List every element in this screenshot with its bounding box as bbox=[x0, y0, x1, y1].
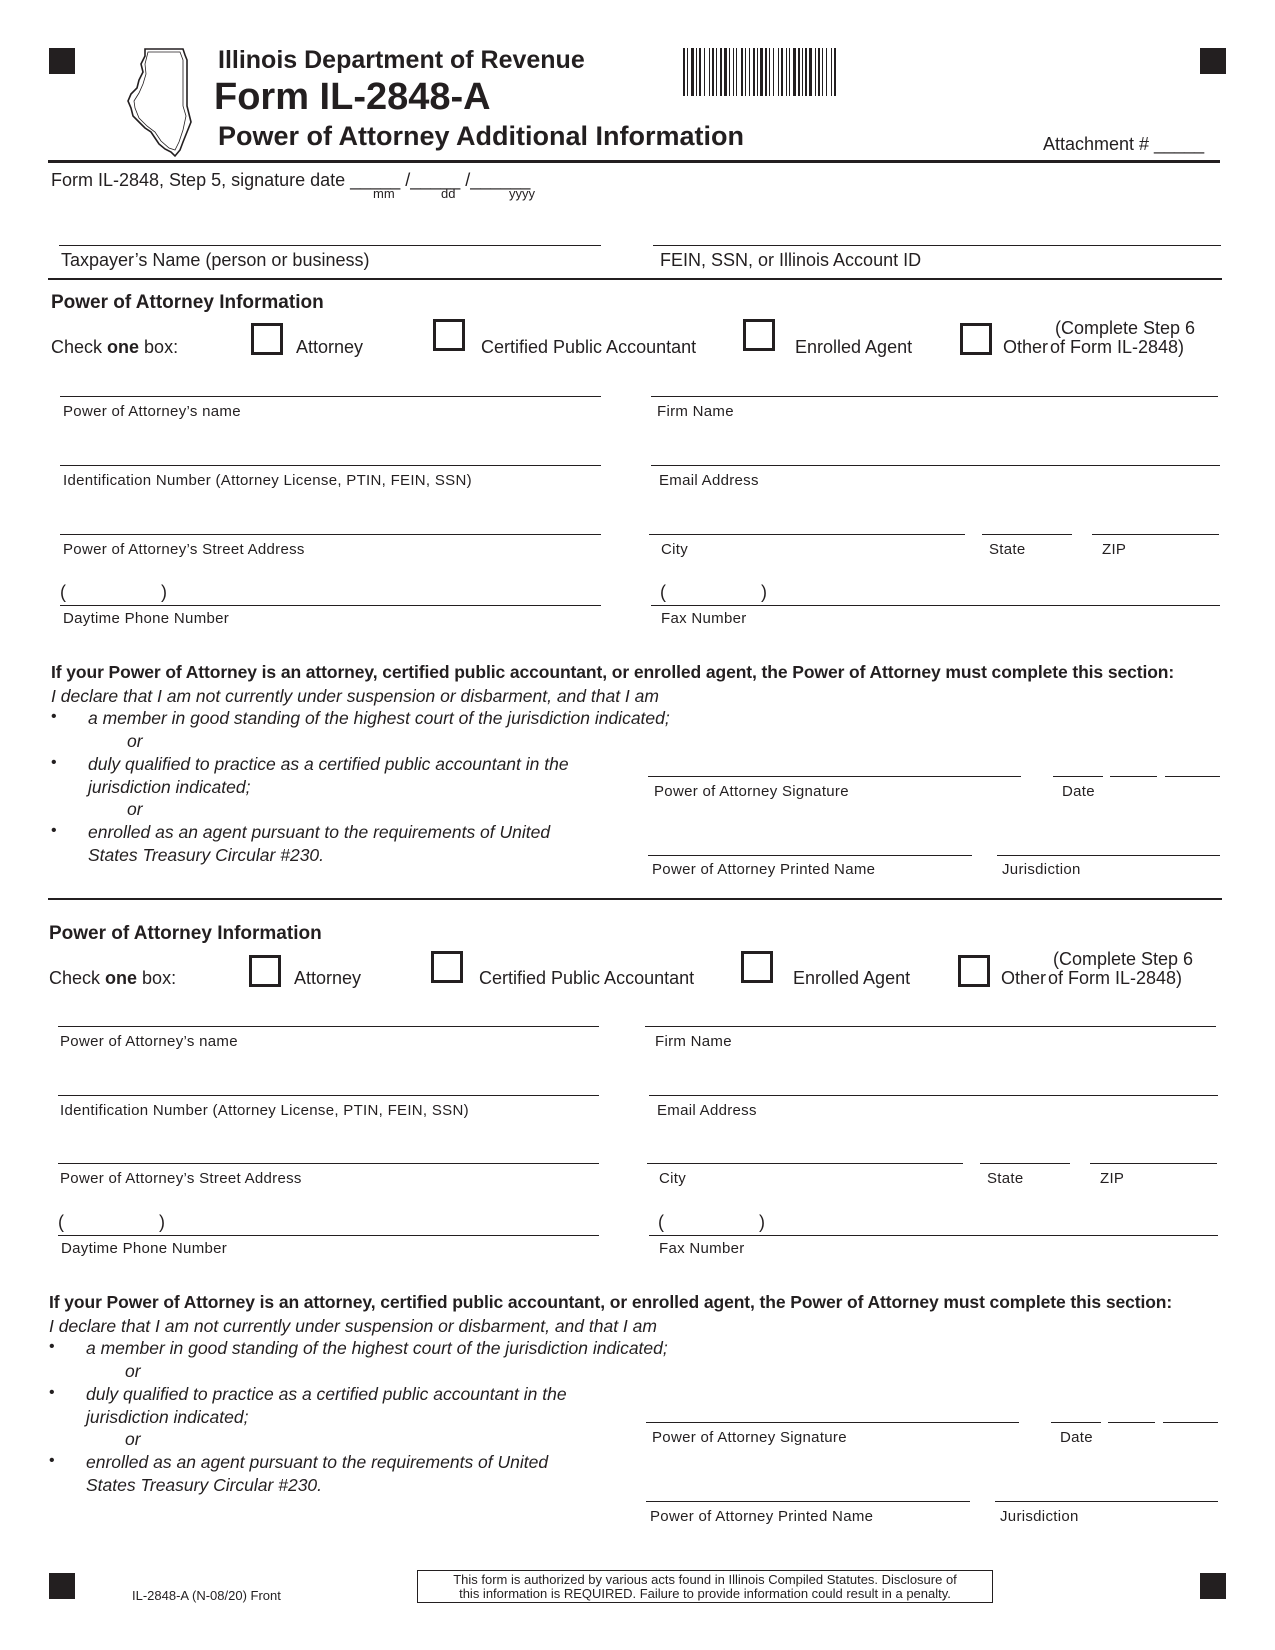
zip-line[interactable] bbox=[1092, 534, 1219, 535]
street-label: Power of Attorney’s Street Address bbox=[63, 541, 305, 558]
attorney-option-label: Attorney bbox=[296, 337, 364, 357]
fax-label: Fax Number bbox=[661, 610, 747, 627]
state-line[interactable] bbox=[980, 1163, 1070, 1164]
zip-line[interactable] bbox=[1090, 1163, 1217, 1164]
attorney-option-label: Attorney bbox=[294, 968, 362, 988]
section-heading: Power of Attorney Information bbox=[49, 923, 322, 944]
bullet-marker: • bbox=[51, 822, 57, 839]
fax-parens: ( ) bbox=[660, 582, 768, 602]
poa-name-label: Power of Attorney’s name bbox=[63, 403, 241, 420]
declaration-bullet-2-line2: jurisdiction indicated; bbox=[86, 1407, 249, 1427]
or-connector: or bbox=[127, 731, 143, 751]
date-yyyy-line[interactable] bbox=[1165, 776, 1220, 777]
enrolled-agent-option-label: Enrolled Agent bbox=[793, 968, 911, 988]
cpa-checkbox[interactable] bbox=[433, 319, 465, 351]
fax-line[interactable] bbox=[649, 1235, 1218, 1236]
registration-mark-icon bbox=[1200, 48, 1226, 74]
id-number-label: Identification Number (Attorney License, PTIN, FEIN, SSN) bbox=[63, 472, 472, 489]
authorization-notice bbox=[417, 1570, 993, 1603]
bullet-marker: • bbox=[49, 1338, 55, 1355]
notice-line-1: This form is authorized by various acts found in Illinois Compiled Statutes. Disclosure of bbox=[453, 1572, 957, 1587]
firm-name-line[interactable] bbox=[651, 396, 1218, 397]
poa-name-line[interactable] bbox=[60, 396, 601, 397]
phone-parens: ( ) bbox=[58, 1212, 166, 1232]
fax-line[interactable] bbox=[651, 605, 1220, 606]
section-divider bbox=[48, 278, 1222, 280]
printed-name-label: Power of Attorney Printed Name bbox=[650, 1508, 874, 1525]
jurisdiction-line[interactable] bbox=[997, 855, 1220, 856]
jurisdiction-label: Jurisdiction bbox=[1000, 1508, 1079, 1525]
declaration-heading: If your Power of Attorney is an attorney, certified public accountant, or enrolled agent, the Power of Attorney must complete this section: bbox=[51, 662, 1175, 682]
department-name: Illinois Department of Revenue bbox=[218, 46, 585, 74]
other-option-label: Other bbox=[1003, 337, 1049, 357]
jurisdiction-label: Jurisdiction bbox=[1002, 861, 1081, 878]
street-label: Power of Attorney’s Street Address bbox=[60, 1170, 302, 1187]
signature-label: Power of Attorney Signature bbox=[652, 1429, 847, 1446]
city-label: City bbox=[659, 1170, 687, 1187]
enrolled-agent-checkbox[interactable] bbox=[741, 951, 773, 983]
id-number-label: Identification Number (Attorney License, PTIN, FEIN, SSN) bbox=[60, 1102, 469, 1119]
or-connector: or bbox=[127, 799, 143, 819]
date-dd-label: dd bbox=[441, 186, 456, 201]
or-connector: or bbox=[125, 1361, 141, 1381]
zip-label: ZIP bbox=[1102, 541, 1127, 558]
declaration-bullet-3-line1: enrolled as an agent pursuant to the requirements of United bbox=[88, 822, 551, 842]
or-connector: or bbox=[125, 1429, 141, 1449]
printed-name-label: Power of Attorney Printed Name bbox=[652, 861, 876, 878]
phone-parens: ( ) bbox=[60, 582, 168, 602]
email-label: Email Address bbox=[657, 1102, 757, 1119]
cpa-option-label: Certified Public Accountant bbox=[481, 337, 697, 357]
printed-name-line[interactable] bbox=[646, 1501, 970, 1502]
other-checkbox[interactable] bbox=[960, 323, 992, 355]
state-label: State bbox=[987, 1170, 1024, 1187]
street-line[interactable] bbox=[60, 534, 601, 535]
section-divider bbox=[48, 898, 1222, 900]
bullet-marker: • bbox=[49, 1384, 55, 1401]
check-one-label: Check one box: bbox=[49, 968, 177, 988]
form-id-footer: IL-2848-A (N-08/20) Front bbox=[132, 1588, 281, 1603]
attachment-number: Attachment # _____ bbox=[1043, 134, 1205, 154]
id-number-line[interactable] bbox=[58, 1095, 599, 1096]
date-mm-line[interactable] bbox=[1053, 776, 1103, 777]
other-option-label: Other bbox=[1001, 968, 1047, 988]
section-heading: Power of Attorney Information bbox=[51, 292, 324, 313]
cpa-option-label: Certified Public Accountant bbox=[479, 968, 695, 988]
other-note-line2: of Form IL-2848) bbox=[1048, 968, 1183, 988]
date-mm-label: mm bbox=[373, 186, 395, 201]
fax-parens: ( ) bbox=[658, 1212, 766, 1232]
declaration-bullet-3-line2: States Treasury Circular #230. bbox=[86, 1475, 323, 1495]
bullet-marker: • bbox=[51, 754, 57, 771]
attorney-checkbox[interactable] bbox=[249, 955, 281, 987]
form-title: Power of Attorney Additional Information bbox=[218, 121, 744, 151]
poa-name-line[interactable] bbox=[58, 1026, 599, 1027]
declaration-heading: If your Power of Attorney is an attorney, certified public accountant, or enrolled agent, the Power of Attorney must complete this section: bbox=[49, 1292, 1173, 1312]
attorney-checkbox[interactable] bbox=[251, 323, 283, 355]
date-dd-line[interactable] bbox=[1108, 1422, 1155, 1423]
notice-line-2: this information is REQUIRED. Failure to provide information could result in a penalty. bbox=[459, 1586, 951, 1601]
declaration-intro: I declare that I am not currently under suspension or disbarment, and that I am bbox=[49, 1316, 657, 1336]
registration-mark-icon bbox=[49, 1573, 75, 1599]
cpa-checkbox[interactable] bbox=[431, 951, 463, 983]
other-checkbox[interactable] bbox=[958, 955, 990, 987]
declaration-bullet-2-line1: duly qualified to practice as a certified public accountant in the bbox=[88, 754, 569, 774]
taxpayer-id-line[interactable] bbox=[653, 245, 1221, 246]
barcode-icon bbox=[683, 48, 947, 96]
street-line[interactable] bbox=[58, 1163, 599, 1164]
date-mm-line[interactable] bbox=[1051, 1422, 1101, 1423]
header-divider bbox=[48, 160, 1220, 163]
enrolled-agent-checkbox[interactable] bbox=[743, 319, 775, 351]
city-line[interactable] bbox=[649, 534, 965, 535]
firm-name-line[interactable] bbox=[645, 1026, 1216, 1027]
email-line[interactable] bbox=[651, 465, 1220, 466]
printed-name-line[interactable] bbox=[648, 855, 972, 856]
signature-date-label: Form IL-2848, Step 5, signature date _____ /_____ /______ bbox=[51, 170, 531, 190]
other-note-line1: (Complete Step 6 bbox=[1053, 949, 1194, 969]
phone-label: Daytime Phone Number bbox=[61, 1240, 228, 1257]
check-one-label: Check one box: bbox=[51, 337, 179, 357]
email-label: Email Address bbox=[659, 472, 759, 489]
enrolled-agent-option-label: Enrolled Agent bbox=[795, 337, 913, 357]
declaration-bullet-1: a member in good standing of the highest court of the jurisdiction indicated; bbox=[88, 708, 670, 728]
declaration-bullet-3-line2: States Treasury Circular #230. bbox=[88, 845, 325, 865]
other-note-line1: (Complete Step 6 bbox=[1055, 318, 1196, 338]
registration-mark-icon bbox=[1200, 1573, 1226, 1599]
phone-label: Daytime Phone Number bbox=[63, 610, 230, 627]
phone-line[interactable] bbox=[60, 605, 601, 606]
zip-label: ZIP bbox=[1100, 1170, 1125, 1187]
state-label: State bbox=[989, 541, 1026, 558]
bullet-marker: • bbox=[51, 708, 57, 725]
date-yyyy-label: yyyy bbox=[509, 186, 535, 201]
city-line[interactable] bbox=[647, 1163, 963, 1164]
firm-name-label: Firm Name bbox=[657, 403, 734, 420]
date-label: Date bbox=[1062, 783, 1095, 800]
id-number-line[interactable] bbox=[60, 465, 601, 466]
date-yyyy-line[interactable] bbox=[1163, 1422, 1218, 1423]
signature-label: Power of Attorney Signature bbox=[654, 783, 849, 800]
taxpayer-name-line[interactable] bbox=[59, 245, 601, 246]
email-line[interactable] bbox=[649, 1095, 1218, 1096]
phone-line[interactable] bbox=[58, 1235, 599, 1236]
form-number: Form IL-2848-A bbox=[214, 76, 491, 118]
jurisdiction-line[interactable] bbox=[995, 1501, 1218, 1502]
city-label: City bbox=[661, 541, 689, 558]
other-note-line2: of Form IL-2848) bbox=[1050, 337, 1185, 357]
poa-signature-line[interactable] bbox=[648, 776, 1021, 777]
declaration-bullet-1: a member in good standing of the highest court of the jurisdiction indicated; bbox=[86, 1338, 668, 1358]
state-line[interactable] bbox=[982, 534, 1072, 535]
illinois-outline-icon bbox=[125, 46, 197, 158]
registration-mark-icon bbox=[49, 48, 75, 74]
bullet-marker: • bbox=[49, 1452, 55, 1469]
date-dd-line[interactable] bbox=[1110, 776, 1157, 777]
poa-signature-line[interactable] bbox=[646, 1422, 1019, 1423]
declaration-bullet-2-line2: jurisdiction indicated; bbox=[88, 777, 251, 797]
fax-label: Fax Number bbox=[659, 1240, 745, 1257]
taxpayer-name-label: Taxpayer’s Name (person or business) bbox=[61, 250, 370, 270]
declaration-intro: I declare that I am not currently under suspension or disbarment, and that I am bbox=[51, 686, 659, 706]
date-label: Date bbox=[1060, 1429, 1093, 1446]
declaration-bullet-2-line1: duly qualified to practice as a certified public accountant in the bbox=[86, 1384, 567, 1404]
firm-name-label: Firm Name bbox=[655, 1033, 732, 1050]
poa-name-label: Power of Attorney’s name bbox=[60, 1033, 238, 1050]
declaration-bullet-3-line1: enrolled as an agent pursuant to the requirements of United bbox=[86, 1452, 549, 1472]
taxpayer-id-label: FEIN, SSN, or Illinois Account ID bbox=[660, 250, 922, 270]
